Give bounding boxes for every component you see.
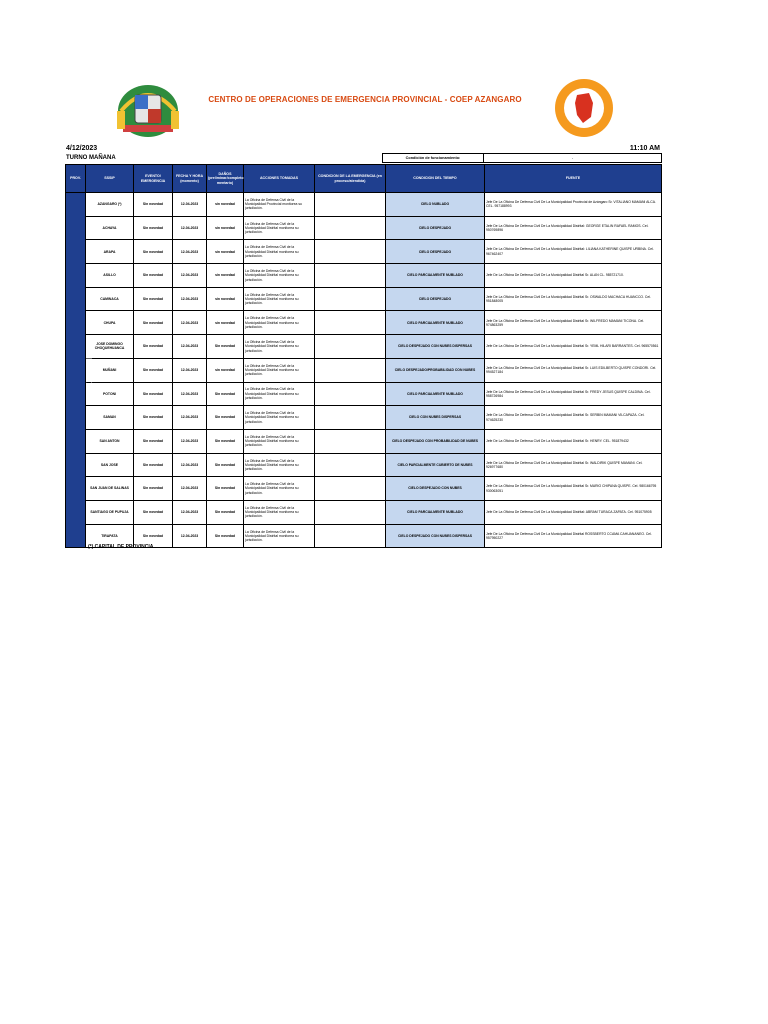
source-cell: Jefe De La Oficina De Defensa Civil De La Municipalidad Distrital Sr. LUIS EDILBERTO QUISPE CONDORI. Cel. 994527184 <box>485 358 662 382</box>
damage-cell: sin novedad <box>207 216 244 240</box>
district-cell: CAMINACA <box>86 287 134 311</box>
weather-cell: CIELO DESPEJADO CON NUBES DISPERSAS <box>386 524 485 548</box>
source-cell: Jefe De La Oficina De Defensa Civil De La Municipalidad Distrital: LILIANA KATHERINE QUISPE URBINA. Cel. 967462407 <box>485 240 662 264</box>
date-cell: 12-04-2023 <box>173 524 207 548</box>
weather-cell: CIELO DESPEJADO CON PROBABILIDAD DE NUBES <box>386 429 485 453</box>
peru-civil-defense-seal-icon <box>553 77 615 139</box>
source-cell: Jefe De La Oficina De Defensa Civil De La Municipalidad Provincial de Azángaro Sr. VITALIANO MAMANI ALCA. CEL. 957188993 <box>485 193 662 217</box>
table-header-row <box>66 165 662 193</box>
event-cell: Sin novedad <box>134 358 173 382</box>
action-cell: La Oficina de Defensa Civil de la Municipalidad Distrital monitorea su jurisdicción. <box>244 216 315 240</box>
source-cell: Jefe De La Oficina De Defensa Civil De La Municipalidad Distrital Sr. MARIO CHIPANA QUISPE. Cel. 980166795 930063051 <box>485 477 662 501</box>
date-cell: 12-04-2023 <box>173 406 207 430</box>
source-cell: Jefe De La Oficina De Defensa Civil De La Municipalidad Distrital Sr. SERBIN MAMANI VILCAPAZA. Cel. 974625230 <box>485 406 662 430</box>
action-cell: La Oficina de Defensa Civil de la Municipalidad Distrital monitorea su jurisdicción. <box>244 287 315 311</box>
event-cell: Sin novedad <box>134 311 173 335</box>
weather-cell: CIELO DESPEJADO <box>386 216 485 240</box>
damage-cell: Sin novedad <box>207 382 244 406</box>
header-damage: DAÑOS (preliminar/completo mentario) <box>207 165 244 193</box>
header-weather: CONDICION DEL TIEMPO <box>386 165 485 193</box>
status-cell <box>315 358 386 382</box>
source-cell: Jefe De La Oficina De Defensa Civil De La Municipalidad Distrital ROSSBERTO CCAMA CAHUANANEO. Cel. 957950227 <box>485 524 662 548</box>
weather-cell: CIELO DESPEJADO CON NUBES <box>386 477 485 501</box>
status-cell <box>315 311 386 335</box>
district-cell: SAMAN <box>86 406 134 430</box>
weather-cell: CIELO CON NUBES DISPERSAS <box>386 406 485 430</box>
action-cell: La Oficina de Defensa Civil de la Municipalidad Distrital monitorea su jurisdicción. <box>244 453 315 477</box>
action-cell: La Oficina de Defensa Civil de la Municipalidad Distrital monitorea su jurisdicción. <box>244 311 315 335</box>
header-sssip: SSSIP <box>86 165 134 193</box>
event-cell: Sin novedad <box>134 406 173 430</box>
action-cell: La Oficina de Defensa Civil de la Municipalidad Distrital monitorea su jurisdicción. <box>244 240 315 264</box>
table-row <box>66 477 662 501</box>
date-cell: 12-04-2023 <box>173 335 207 359</box>
date-cell: 12-04-2023 <box>173 216 207 240</box>
table-row <box>66 335 662 359</box>
date-cell: 12-04-2023 <box>173 429 207 453</box>
table-row <box>66 406 662 430</box>
report-date: 4/12/2023 <box>66 145 98 152</box>
event-cell: Sin novedad <box>134 193 173 217</box>
action-cell: La Oficina de Defensa Civil de la Municipalidad Distrital monitorea su jurisdicción. <box>244 500 315 524</box>
status-cell <box>315 500 386 524</box>
date-cell: 12-04-2023 <box>173 311 207 335</box>
date-cell: 12-04-2023 <box>173 382 207 406</box>
source-cell: Jefe De La Oficina De Defensa Civil De La Municipalidad Distrital Sr. WALDIRIK QUISPE MAMANI. Cel. 926977680 <box>485 453 662 477</box>
status-cell <box>315 193 386 217</box>
table-row <box>66 240 662 264</box>
action-cell: La Oficina de Defensa Civil de la Municipalidad Distrital monitorea su jurisdicción. <box>244 335 315 359</box>
status-cell <box>315 264 386 288</box>
source-cell: Jefe De La Oficina De Defensa Civil De La Municipalidad Distrital: GEORGE ETALIN RAFAEL RAMOS. Cel. 950769896 <box>485 216 662 240</box>
action-cell: La Oficina de Defensa Civil de la Municipalidad Distrital monitorea su jurisdicción. <box>244 358 315 382</box>
shift-label: TURNO MAÑANA <box>66 155 116 161</box>
status-cell <box>315 382 386 406</box>
district-cell: SAN JUAN DE SALINAS <box>86 477 134 501</box>
header-status: CONDICION DE LA EMERGENCIA (en proceso/atendida) <box>315 165 386 193</box>
weather-cell: CIELO NUBLADO <box>386 193 485 217</box>
damage-cell: sin novedad <box>207 311 244 335</box>
footnote: (*) CAPITAL DE PROVINCIA <box>88 544 154 550</box>
status-cell <box>315 216 386 240</box>
status-cell <box>315 524 386 548</box>
table-row <box>66 429 662 453</box>
damage-cell: sin novedad <box>207 358 244 382</box>
damage-cell: Sin novedad <box>207 335 244 359</box>
damage-cell: Sin novedad <box>207 524 244 548</box>
table-row <box>66 453 662 477</box>
source-cell: Jefe De La Oficina De Defensa Civil De La Municipalidad Distrital Sr. FREDY JESUS QUISPE CALDINA. Cel. 958726984 <box>485 382 662 406</box>
damage-cell: sin novedad <box>207 264 244 288</box>
table-row <box>66 264 662 288</box>
event-cell: Sin novedad <box>134 287 173 311</box>
action-cell: La Oficina de Defensa Civil de la Municipalidad Distrital monitorea su jurisdicción. <box>244 477 315 501</box>
status-cell <box>315 406 386 430</box>
table-row <box>66 287 662 311</box>
weather-cell: CIELO DESPEJADO/PROBABILIDAD CON NUBES <box>386 358 485 382</box>
header-actions: ACCIONES TOMADAS <box>244 165 315 193</box>
event-cell: Sin novedad <box>134 429 173 453</box>
weather-cell: CIELO DESPEJADO CON NUBES DISPERSAS <box>386 335 485 359</box>
table-row <box>66 216 662 240</box>
status-cell <box>315 240 386 264</box>
event-cell: Sin novedad <box>134 240 173 264</box>
date-cell: 12-04-2023 <box>173 240 207 264</box>
event-cell: Sin novedad <box>134 500 173 524</box>
date-cell: 12-04-2023 <box>173 193 207 217</box>
date-cell: 12-04-2023 <box>173 500 207 524</box>
report-time: 11:10 AM <box>629 145 660 152</box>
action-cell: La Oficina de Defensa Civil de la Municipalidad Distrital monitorea su jurisdicción. <box>244 264 315 288</box>
date-cell: 12-04-2023 <box>173 477 207 501</box>
event-cell: Sin novedad <box>134 216 173 240</box>
status-cell <box>315 287 386 311</box>
damage-cell: sin novedad <box>207 193 244 217</box>
header-source: FUENTE <box>485 165 662 193</box>
municipal-coat-of-arms-icon <box>113 81 183 141</box>
status-cell <box>315 477 386 501</box>
damage-cell: sin novedad <box>207 287 244 311</box>
date-cell: 12-04-2023 <box>173 358 207 382</box>
event-cell: Sin novedad <box>134 382 173 406</box>
source-cell: Jefe De La Oficina De Defensa Civil De La Municipalidad Distrital Sr. HENRY. CEL. 951879432 <box>485 429 662 453</box>
source-cell: Jefe De La Oficina De Defensa Civil De La Municipalidad Distrital Sr. ALAN CL. 985721710. <box>485 264 662 288</box>
province-name: AZANGARO <box>85 347 95 394</box>
weather-cell: CIELO PARCIALMENTE NUBLADO <box>386 382 485 406</box>
event-cell: Sin novedad <box>134 335 173 359</box>
header-event: EVENTO/ EMERGENCIA <box>134 165 173 193</box>
table-row <box>66 382 662 406</box>
district-cell: JOSE DOMINGO CHOQUEHUANCA <box>86 335 134 359</box>
event-cell: Sin novedad <box>134 477 173 501</box>
report-title: CENTRO DE OPERACIONES DE EMERGENCIA PROVINCIAL - COEP AZANGARO <box>208 95 522 104</box>
date-cell: 12-04-2023 <box>173 264 207 288</box>
province-cell <box>66 193 95 548</box>
district-cell: ARAPA <box>86 240 134 264</box>
district-cell: ASILLO <box>86 264 134 288</box>
header-prov: PROV. <box>66 165 86 193</box>
event-cell: Sin novedad <box>134 453 173 477</box>
source-cell: Jefe De La Oficina De Defensa Civil De La Municipalidad Distrital: ABRAM TURACA ZAPATA. Cel. 951075905 <box>485 500 662 524</box>
damage-cell: sin novedad <box>207 240 244 264</box>
table-row <box>66 311 662 335</box>
district-cell: AZANGARO (*) <box>86 193 134 217</box>
condition-label: Condición de funcionamiento: <box>382 153 484 163</box>
source-cell: Jefe De La Oficina De Defensa Civil De La Municipalidad Distrital Sr. OSWALDO MACHACA HUANCCO. Cel. 951848005 <box>485 287 662 311</box>
source-cell: Jefe De La Oficina De Defensa Civil De La Municipalidad Distrital Sr. YEML HILARI BARRANTES. Cel. 965570561 <box>485 335 662 359</box>
district-cell: MUÑANI <box>86 358 134 382</box>
damage-cell: Sin novedad <box>207 406 244 430</box>
weather-cell: CIELO DESPEJADO <box>386 240 485 264</box>
action-cell: La Oficina de Defensa Civil de la Municipalidad Distrital monitorea su jurisdicción. <box>244 382 315 406</box>
district-cell: POTONI <box>86 382 134 406</box>
weather-cell: CIELO DESPEJADO <box>386 287 485 311</box>
district-cell: CHUPA <box>86 311 134 335</box>
table-row <box>66 524 662 548</box>
weather-cell: CIELO PARCIALMENTE NUBLADO <box>386 311 485 335</box>
action-cell: La Oficina de Defensa Civil de la Municipalidad Distrital monitorea su jurisdicción. <box>244 429 315 453</box>
table-row <box>66 193 662 217</box>
status-cell <box>315 335 386 359</box>
district-cell: SANTIAGO DE PUPUJA <box>86 500 134 524</box>
district-cell: SAN ANTON <box>86 429 134 453</box>
weather-cell: CIELO PARCIALMENTE CUBIERTO DE NUBES <box>386 453 485 477</box>
district-cell: TIRAPATA <box>86 524 134 548</box>
event-cell: Sin novedad <box>134 524 173 548</box>
action-cell: La Oficina de Defensa Civil de la Municipalidad Provincial monitorea su jurisdicción. <box>244 193 315 217</box>
status-cell <box>315 429 386 453</box>
status-cell <box>315 453 386 477</box>
date-cell: 12-04-2023 <box>173 453 207 477</box>
event-cell: Sin novedad <box>134 264 173 288</box>
action-cell: La Oficina de Defensa Civil de la Municipalidad Distrital monitorea su jurisdicción. <box>244 406 315 430</box>
damage-cell: Sin novedad <box>207 429 244 453</box>
weather-cell: CIELO PARCIALMENTE NUBLADO <box>386 500 485 524</box>
damage-cell: Sin novedad <box>207 453 244 477</box>
source-cell: Jefe De La Oficina De Defensa Civil De La Municipalidad Distrital Sr. WILFREDO MAMANI TICONA. Cel. 974863259 <box>485 311 662 335</box>
emergency-report-table <box>65 164 662 548</box>
damage-cell: Sin novedad <box>207 500 244 524</box>
date-cell: 12-04-2023 <box>173 287 207 311</box>
district-cell: ACHAYA <box>86 216 134 240</box>
weather-cell: CIELO PARCIALMENTE NUBLADO <box>386 264 485 288</box>
header-date: FECHA Y HORA (momento) <box>173 165 207 193</box>
table-row <box>66 358 662 382</box>
table-row <box>66 500 662 524</box>
district-cell: SAN JOSE <box>86 453 134 477</box>
damage-cell: Sin novedad <box>207 477 244 501</box>
action-cell: La Oficina de Defensa Civil de la Municipalidad Distrital monitorea su jurisdicción. <box>244 524 315 548</box>
condition-value: - <box>483 153 662 163</box>
